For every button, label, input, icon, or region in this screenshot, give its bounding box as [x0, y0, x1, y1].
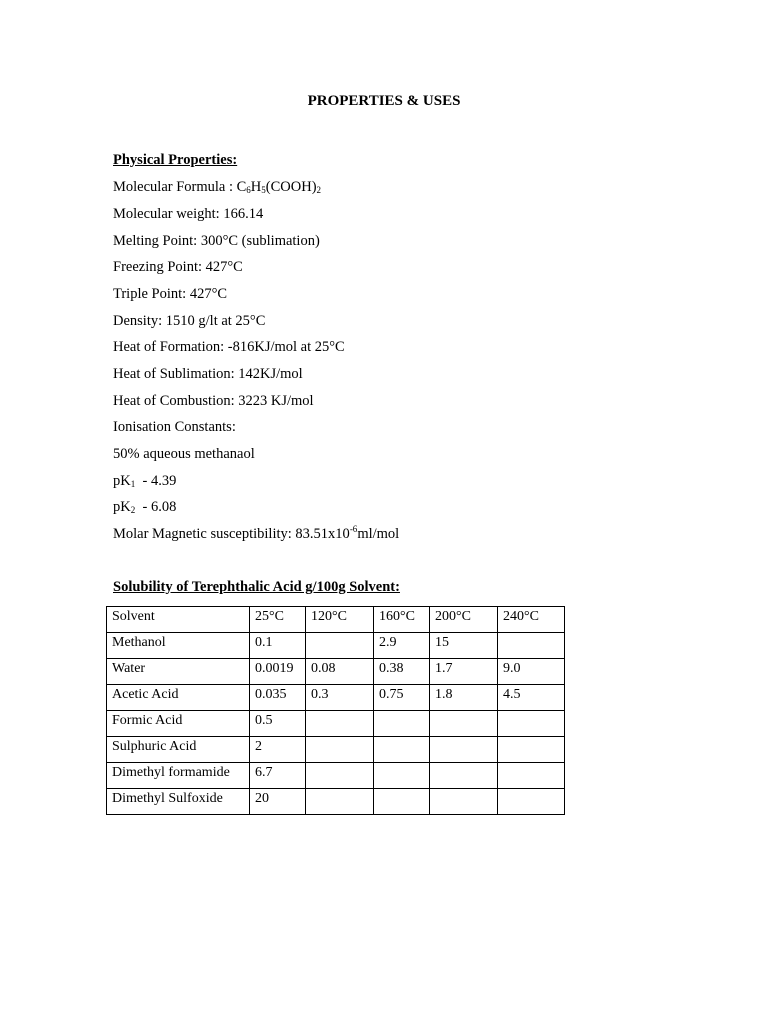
aqueous-methanol: 50% aqueous methanaol: [113, 446, 255, 462]
solubility-table: [106, 606, 565, 815]
header-cell: Solvent: [107, 607, 250, 633]
value-cell: 2.9: [374, 633, 430, 659]
value-cell: 0.1: [250, 633, 306, 659]
table-row: [107, 763, 565, 789]
value-cell: 0.5: [250, 711, 306, 737]
value-cell: [374, 711, 430, 737]
table-row: [107, 659, 565, 685]
value-cell: [430, 711, 498, 737]
value-cell: [306, 711, 374, 737]
value-cell: 0.08: [306, 659, 374, 685]
physical-properties-heading: Physical Properties:: [113, 152, 238, 168]
ionisation-constants: Ionisation Constants:: [113, 419, 236, 435]
value-cell: [498, 633, 565, 659]
table-row: [107, 685, 565, 711]
value-cell: [306, 633, 374, 659]
solubility-heading: Solubility of Terephthalic Acid g/100g Solvent:: [113, 579, 400, 595]
solvent-cell: Dimethyl formamide: [107, 763, 250, 789]
table-row: [107, 737, 565, 763]
value-cell: [374, 789, 430, 815]
value-cell: [374, 737, 430, 763]
value-cell: 2: [250, 737, 306, 763]
solvent-cell: Formic Acid: [107, 711, 250, 737]
value-cell: [374, 763, 430, 789]
value-cell: [498, 737, 565, 763]
value-cell: 4.5: [498, 685, 565, 711]
solvent-cell: Acetic Acid: [107, 685, 250, 711]
density: Density: 1510 g/lt at 25°C: [113, 313, 266, 329]
value-cell: 15: [430, 633, 498, 659]
value-cell: [430, 737, 498, 763]
molecular-weight: Molecular weight: 166.14: [113, 206, 264, 222]
value-cell: [498, 789, 565, 815]
value-cell: 0.0019: [250, 659, 306, 685]
value-cell: [498, 711, 565, 737]
heat-of-formation: Heat of Formation: -816KJ/mol at 25°C: [113, 339, 345, 355]
value-cell: [306, 737, 374, 763]
heat-of-combustion: Heat of Combustion: 3223 KJ/mol: [113, 393, 314, 409]
value-cell: 6.7: [250, 763, 306, 789]
header-cell: 240°C: [498, 607, 565, 633]
table-row: [107, 711, 565, 737]
value-cell: 0.75: [374, 685, 430, 711]
header-cell: 200°C: [430, 607, 498, 633]
table-header-row: [107, 607, 565, 633]
value-cell: [306, 789, 374, 815]
header-cell: 120°C: [306, 607, 374, 633]
freezing-point: Freezing Point: 427°C: [113, 259, 243, 275]
pk2-line: $pK_2 - 6.08$: [113, 499, 177, 515]
value-cell: 9.0: [498, 659, 565, 685]
table-row: [107, 633, 565, 659]
value-cell: [430, 789, 498, 815]
value-cell: [498, 763, 565, 789]
solvent-cell: Sulphuric Acid: [107, 737, 250, 763]
value-cell: [430, 763, 498, 789]
solvent-cell: Dimethyl Sulfoxide: [107, 789, 250, 815]
value-cell: 20: [250, 789, 306, 815]
header-cell: 160°C: [374, 607, 430, 633]
pk1-line: $pK_1 - 4.39$: [113, 473, 177, 489]
molecular-formula: Molecular Formula : $C_6H_5(COOH)_2$: [113, 179, 322, 195]
page-title: PROPERTIES & USES: [307, 93, 461, 109]
melting-point: Melting Point: 300°C (sublimation): [113, 233, 320, 249]
value-cell: 0.3: [306, 685, 374, 711]
value-cell: [306, 763, 374, 789]
solvent-cell: Water: [107, 659, 250, 685]
solvent-cell: Methanol: [107, 633, 250, 659]
value-cell: 0.035: [250, 685, 306, 711]
value-cell: 0.38: [374, 659, 430, 685]
value-cell: 1.8: [430, 685, 498, 711]
header-cell: 25°C: [250, 607, 306, 633]
triple-point: Triple Point: 427°C: [113, 286, 228, 302]
heat-of-sublimation: Heat of Sublimation: 142KJ/mol: [113, 366, 303, 382]
value-cell: 1.7: [430, 659, 498, 685]
table-row: [107, 789, 565, 815]
magnetic-susceptibility: Molar Magnetic susceptibility: $83.51x10^{-6}ml$/mol: [113, 524, 400, 542]
